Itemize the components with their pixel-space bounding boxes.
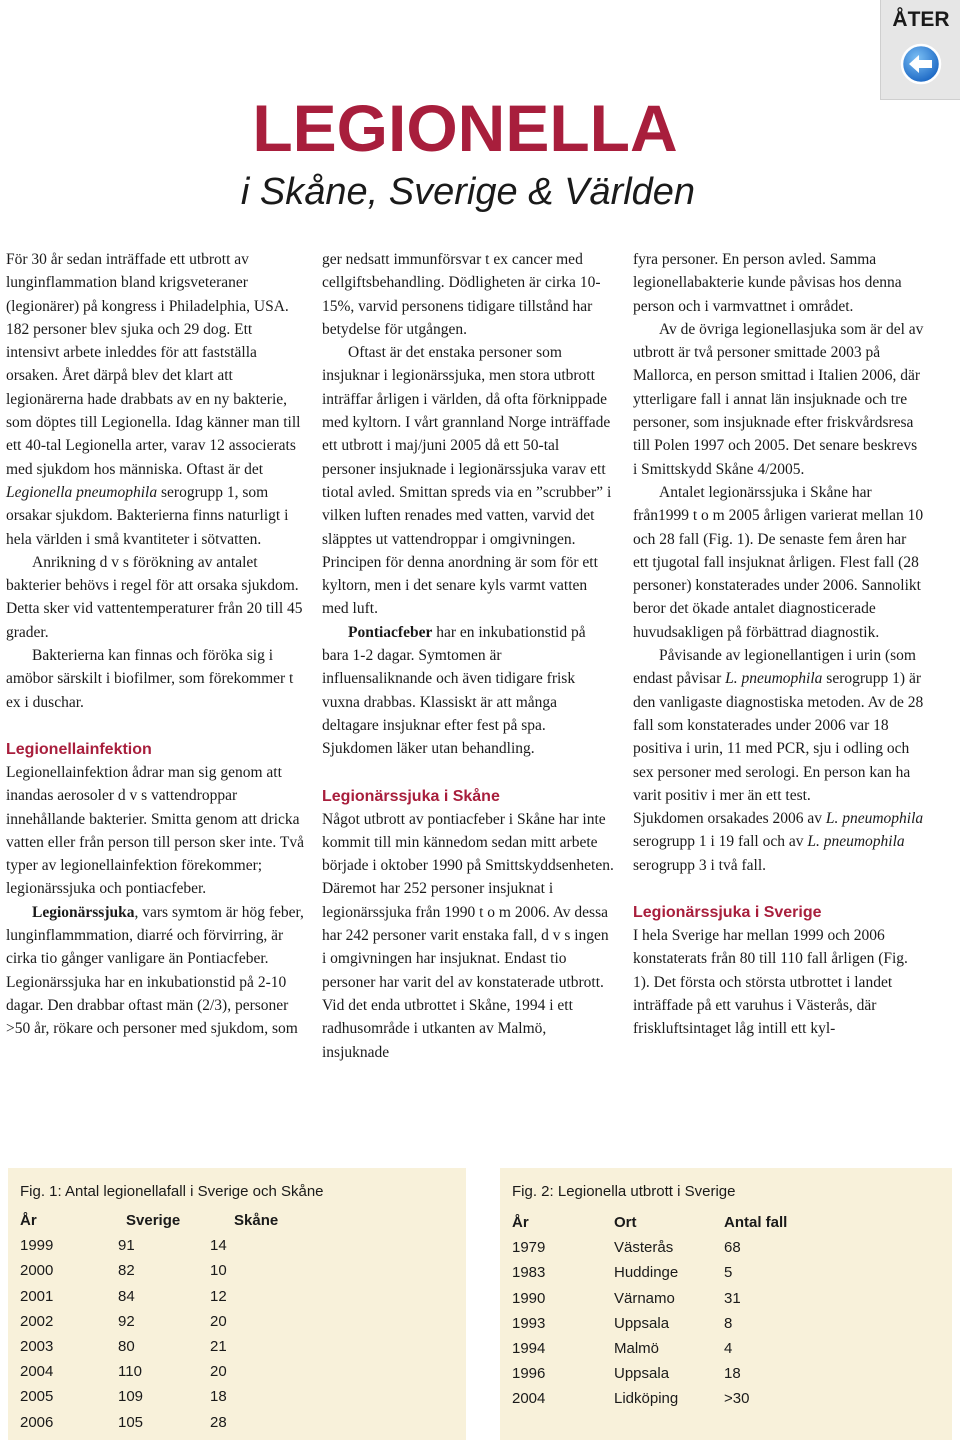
paragraph: [633, 644, 925, 807]
paragraph: ger nedsatt immunförsvar t ex cancer med cellgiftsbehandling. Dödligheten är cirka 10-15%, varvid personens tidigare tillstånd har betydelse för utgången.: [322, 251, 601, 338]
table-row: [512, 1311, 828, 1336]
table-cell: 2005: [20, 1388, 54, 1406]
column-header-sverige: Sverige: [126, 1212, 181, 1230]
table-row: [512, 1361, 828, 1386]
paragraph: [6, 901, 304, 1041]
figure-2-caption: Fig. 2: Legionella utbrott i Sverige: [512, 1183, 736, 1200]
table-cell: 2001: [20, 1287, 54, 1305]
table-row: [512, 1286, 828, 1311]
table-cell: Uppsala: [614, 1314, 670, 1332]
table-cell: >30: [724, 1390, 750, 1408]
table-cell: Uppsala: [614, 1365, 670, 1383]
figure-2-panel: [500, 1168, 952, 1440]
table-row: [512, 1336, 828, 1361]
species-name: Legionella pneumophila: [6, 483, 158, 501]
table-cell: 1999: [20, 1237, 54, 1255]
figure-2-table: [512, 1210, 828, 1412]
paragraph: I hela Sverige har mellan 1999 och 2006 konstaterats från 80 till 110 fall årligen (Fig. 1). Det första och största utbrottet i landet inträffade på ett varuhus i Västerås, där friskluftsintaget låg intill ett kyl-: [633, 927, 908, 1038]
paragraph: Något utbrott av pontiacfeber i Skåne har inte kommit till min kännedom sedan mitt arbete började i oktober 1990 på Smittskyddsenheten. Däremot har 252 personer insjuknat i legionärssjuka från 1990 t o m 2006. Av dessa har 242 personer varit enstaka fall, d v s ingen i omgivningen har insjuknat. Endast tio personer har varit del av konstaterade utbrott. Vid det enda utbrottet i Skåne, 1994 i ett radhusområde i utkanten av Malmö, insjuknade: [322, 810, 614, 1061]
figure-1-table: [20, 1208, 310, 1435]
figure-1-panel: [8, 1168, 466, 1440]
table-cell: Lidköping: [614, 1390, 679, 1408]
table-row: [20, 1410, 310, 1435]
table-cell: 109: [118, 1388, 144, 1406]
table-cell: 82: [118, 1262, 135, 1280]
table-row: [20, 1309, 310, 1334]
paragraph: Antalet legionärssjuka i Skåne har från1999 t o m 2005 årligen varierat mellan 10 och 28 fall (Fig. 1). De senaste fem åren har ett tjugotal fall insjuknat årligen. Flest fall (28 personer) konstaterades under 2006. Sannolikt beror det ökade antalet diagnosticerade huvudsakligen på förbättrad diagnostik.: [633, 483, 924, 641]
table-row: [20, 1359, 310, 1384]
back-arrow-icon: [900, 43, 942, 85]
page-subtitle: i Skåne, Sverige & Världen: [240, 171, 696, 213]
paragraph: Bakterierna kan finnas och föröka sig i amöbor särskilt i biofilmer, som förekommer t ex i duschar.: [6, 647, 294, 711]
text: serogrupp 1) är den vanligaste diagnostiska metoden. Av de 28 fall som konstaterades under 2006 var 18 positiva i urin, 11 med PCR, sju i odling och sex personer med serologi. En person kan ha varit positiv i mer än ett test.: [633, 670, 924, 804]
column-header-skane: Skåne: [234, 1212, 279, 1230]
section-heading: Legionellainfektion: [6, 740, 152, 758]
paragraph: [322, 621, 614, 761]
table-row: [20, 1334, 310, 1359]
table-cell: 8: [724, 1314, 733, 1332]
paragraph: Anrikning d v s förökning av antalet bakterier behövs i regel för att orsaka sjukdom. Detta sker vid vattentemperaturer från 20 till 45 grader.: [6, 553, 303, 641]
table-cell: 105: [118, 1413, 144, 1431]
back-button[interactable]: [880, 0, 960, 100]
table-cell: 2006: [20, 1413, 54, 1431]
table-cell: 14: [210, 1237, 227, 1255]
species-name: L. pneumophila: [825, 810, 924, 828]
table-header-row: [20, 1208, 310, 1233]
section-heading: Legionärssjuka i Sverige: [633, 904, 822, 922]
column-header-antal-fall: Antal fall: [724, 1214, 788, 1232]
table-cell: 2003: [20, 1338, 54, 1356]
text: serogrupp 3 i två fall.: [633, 856, 767, 874]
table-cell: Västerås: [614, 1239, 674, 1257]
text: serogrupp 1 i 19 fall och av: [633, 833, 808, 851]
table-cell: 10: [210, 1262, 227, 1280]
table-cell: 2000: [20, 1262, 54, 1280]
term: Pontiacfeber: [348, 623, 433, 641]
column-header-year: År: [512, 1214, 529, 1232]
table-cell: 1994: [512, 1340, 546, 1358]
text: serogrupp 1, som orsakar sjukdom. Bakterierna finns naturligt i hela världen i små kvantiteter i sötvatten.: [6, 483, 289, 548]
table-cell: 31: [724, 1289, 741, 1307]
article-column-1: [6, 248, 304, 1041]
table-cell: 91: [118, 1237, 135, 1255]
figure-1-caption: Fig. 1: Antal legionellafall i Sverige och Skåne: [20, 1183, 324, 1200]
column-header-ort: Ort: [614, 1214, 637, 1232]
table-row: [20, 1258, 310, 1283]
table-row: [20, 1284, 310, 1309]
text: , vars symtom är hög feber, lunginflammmation, diarré och förvirring, är cirka tio gånger vanligare än Pontiacfeber. Legionärssjuka har en inkubationstid på 2-10 dagar. Den drabbar oftast män (2/3), personer >50 år, rökare och personer med sjukdom, som: [6, 903, 304, 1038]
text: Sjukdomen orsakades 2006 av: [633, 810, 826, 828]
table-cell: 18: [724, 1365, 741, 1383]
table-row: [512, 1260, 828, 1285]
table-cell: 4: [724, 1340, 733, 1358]
table-cell: 20: [210, 1312, 227, 1330]
paragraph: Legionellainfektion ådrar man sig genom att inandas aerosoler d v s vattendroppar innehållande bakterier. Smitta genom att dricka vatten eller från person till person sker inte. Två typer av legionellainfektion förekommer; legionärssjuka och pontiacfeber.: [6, 763, 304, 898]
text: Påvisande av legionellantigen i urin (som endast påvisar: [633, 647, 916, 688]
table-cell: 12: [210, 1287, 227, 1305]
text: För 30 år sedan inträffade ett utbrott av lunginflammation bland krigsveteraner (legionärer) på kongress i Philadelphia, USA. 182 personer blev sjuka och 29 dog. Ett intensivt arbete inleddes för att fastställa orsaken. Året därpå blev det klart att legionärerna hade drabbats av en ny bakterie, som döptes till Legionella. Idag känner man till ett 40-tal Legionella arter, varav 12 associerats med sjukdom hos människa. Oftast är det: [6, 251, 301, 478]
table-cell: 18: [210, 1388, 227, 1406]
table-cell: 28: [210, 1413, 227, 1431]
paragraph: [6, 248, 304, 551]
table-cell: Värnamo: [614, 1289, 675, 1307]
table-cell: 20: [210, 1363, 227, 1381]
table-cell: 5: [724, 1264, 733, 1282]
table-row: [20, 1233, 310, 1258]
table-row: [512, 1386, 828, 1411]
table-cell: 80: [118, 1338, 135, 1356]
table-cell: 1996: [512, 1365, 546, 1383]
table-cell: 2002: [20, 1312, 54, 1330]
figure-2-table-body: [512, 1235, 828, 1411]
table-cell: 2004: [20, 1363, 54, 1381]
species-name: L. pneumophila: [807, 833, 905, 851]
section-heading: Legionärssjuka i Skåne: [322, 787, 500, 805]
paragraph: [633, 807, 925, 877]
paragraph: Av de övriga legionellasjuka som är del av utbrott är två personer smittade 2003 på Mallorca, en person smittad i Italien 2006, där ytterligare fall i annat län insjuknade och tre personer, som insjuknade efter friskvårdsresa till Polen 1997 och 2005. Det senare beskrevs i Smittskydd Skåne 4/2005.: [633, 320, 924, 478]
page-title: LEGIONELLA: [252, 91, 678, 165]
table-cell: 1990: [512, 1289, 546, 1307]
table-cell: 110: [118, 1363, 142, 1381]
table-cell: 84: [118, 1287, 135, 1305]
table-header-row: [512, 1210, 828, 1235]
column-header-year: År: [20, 1212, 37, 1230]
table-row: [512, 1235, 828, 1260]
text: har en inkubationstid på bara 1-2 dagar. Symtomen är influensaliknande och även tidigare frisk vuxna drabbas. Klassiskt är att många deltagare insjuknar efter fest på spa. Sjukdomen läker utan behandling.: [322, 623, 586, 758]
figure-1-table-body: [20, 1233, 310, 1435]
paragraph: fyra personer. En person avled. Samma legionellabakterie kunde påvisas hos denna person och i varmvattnet i området.: [633, 251, 902, 315]
table-cell: 21: [210, 1338, 227, 1356]
article-column-3: [633, 248, 925, 1041]
table-cell: Huddinge: [614, 1264, 679, 1282]
term: Legionärssjuka: [32, 903, 135, 921]
table-cell: 1979: [512, 1239, 546, 1257]
table-cell: 68: [724, 1239, 741, 1257]
paragraph: Oftast är det enstaka personer som insjuknar i legionärssjuka, men stora utbrott inträffar årligen i världen, då ofta förknippade med kyltorn. I vårt grannland Norge inträffade ett utbrott i maj/juni 2005 då ett 50-tal personer insjuknade i legionärssjuka varav ett tiotal avled. Smittan spreds via en ”scrubber” i vilken luften renades med vatten, varvid det släpptes ut vattendroppar i omgivningen. Principen för denna anordning är som för ett kyltorn, men i det senare kyls varmt vatten med luft.: [322, 344, 612, 618]
table-cell: 1983: [512, 1264, 546, 1282]
back-button-label: ÅTER: [892, 8, 950, 31]
table-cell: 1993: [512, 1314, 546, 1332]
table-cell: Malmö: [614, 1340, 660, 1358]
table-cell: 2004: [512, 1390, 546, 1408]
article-column-2: [322, 248, 614, 1064]
table-cell: 92: [118, 1312, 135, 1330]
species-name: L. pneumophila: [725, 670, 823, 688]
table-row: [20, 1384, 310, 1409]
